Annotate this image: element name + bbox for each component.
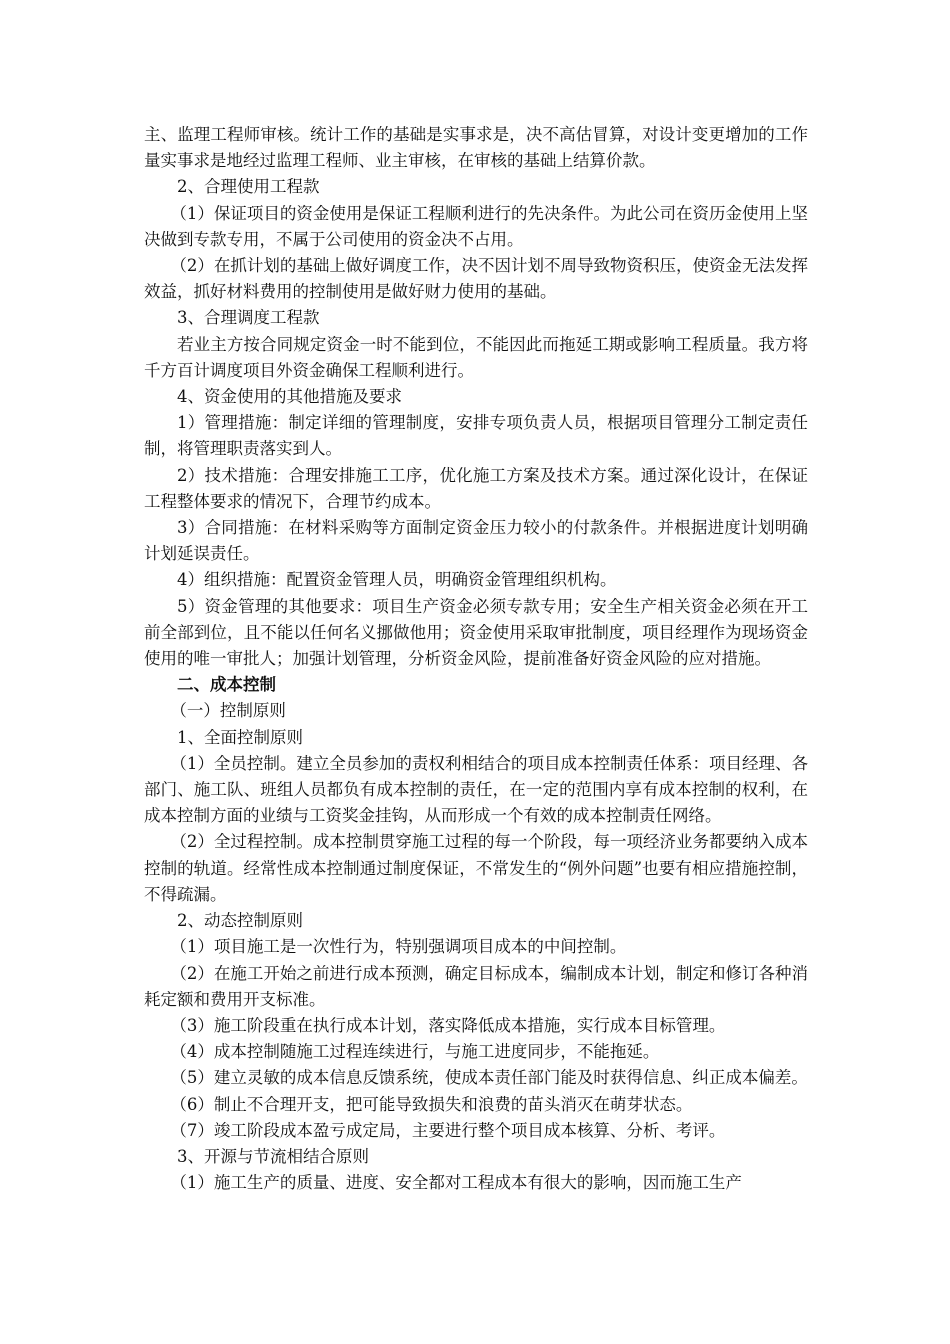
paragraph: 5）资金管理的其他要求：项目生产资金必须专款专用；安全生产相关资金必须在开工前全部到位，且不能以任何名义挪做他用；资金使用采取审批制度，项目经理作为现场资金使用的唯一审批人；加强计划管理，分析资金风险，提前准备好资金风险的应对措施。	[144, 596, 808, 669]
paragraph: 4）组织措施：配置资金管理人员，明确资金管理组织机构。	[177, 570, 617, 590]
paragraph: （1）施工生产的质量、进度、安全都对工程成本有很大的影响，因而施工生产	[170, 1173, 742, 1193]
heading-other-measures: 4、资金使用的其他措施及要求	[177, 387, 402, 407]
paragraph: （1）项目施工是一次性行为，特别强调项目成本的中间控制。	[170, 937, 627, 957]
paragraph: （1）全员控制。建立全员参加的责权利相结合的项目成本控制责任体系：项目经理、各部门、施工队、班组人员都负有成本控制的责任，在一定的范围内享有成本控制的权利，在成本控制方面的业绩与工资奖金挂钩，从而形成一个有效的成本控制责任网络。	[144, 753, 808, 826]
paragraph: 主、监理工程师审核。统计工作的基础是实事求是，决不高估冒算，对设计变更增加的工作量实事求是地经过监理工程师、业主审核，在审核的基础上结算价款。	[144, 125, 808, 171]
section-heading-cost-control: 二、成本控制	[177, 675, 276, 695]
heading-comprehensive-control: 1、全面控制原则	[177, 727, 303, 747]
paragraph: 3）合同措施：在材料采购等方面制定资金压力较小的付款条件。并根据进度计划明确计划延误责任。	[144, 518, 808, 564]
paragraph: （7）竣工阶段成本盈亏成定局，主要进行整个项目成本核算、分析、考评。	[170, 1120, 726, 1140]
subsection-heading: （一）控制原则	[170, 701, 286, 721]
paragraph: （6）制止不合理开支，把可能导致损失和浪费的苗头消灭在萌芽状态。	[170, 1094, 693, 1114]
paragraph: 2）技术措施：合理安排施工工序，优化施工方案及技术方案。通过深化设计，在保证工程整体要求的情况下，合理节约成本。	[144, 465, 808, 511]
heading-dispatch-funds: 3、合理调度工程款	[177, 308, 320, 328]
heading-dynamic-control: 2、动态控制原则	[177, 911, 303, 931]
paragraph: 1）管理措施：制定详细的管理制度，安排专项负责人员，根据项目管理分工制定责任制，将管理职责落实到人。	[144, 413, 808, 459]
paragraph: （2）在抓计划的基础上做好调度工作，决不因计划不周导致物资积压，使资金无法发挥效益，抓好材料费用的控制使用是做好财力使用的基础。	[144, 256, 808, 302]
paragraph: （3）施工阶段重在执行成本计划，落实降低成本措施，实行成本目标管理。	[170, 1015, 726, 1035]
document-page	[144, 122, 808, 1196]
paragraph: 若业主方按合同规定资金一时不能到位，不能因此而拖延工期或影响工程质量。我方将千方百计调度项目外资金确保工程顺利进行。	[144, 334, 808, 380]
paragraph: （5）建立灵敏的成本信息反馈系统，使成本责任部门能及时获得信息、纠正成本偏差。	[170, 1068, 808, 1088]
paragraph: （2）在施工开始之前进行成本预测，确定目标成本，编制成本计划，制定和修订各种消耗定额和费用开支标准。	[144, 963, 808, 1009]
paragraph: （2）全过程控制。成本控制贯穿施工过程的每一个阶段，每一项经济业务都要纳入成本控制的轨道。经常性成本控制通过制度保证，不常发生的“例外问题”也要有相应措施控制，不得疏漏。	[144, 832, 808, 904]
paragraph: （1）保证项目的资金使用是保证工程顺利进行的先决条件。为此公司在资历金使用上坚决做到专款专用，不属于公司使用的资金决不占用。	[144, 203, 808, 249]
heading-open-source-save: 3、开源与节流相结合原则	[177, 1146, 369, 1166]
heading-use-funds: 2、合理使用工程款	[177, 177, 320, 197]
paragraph: （4）成本控制随施工过程连续进行，与施工进度同步，不能拖延。	[170, 1042, 660, 1062]
